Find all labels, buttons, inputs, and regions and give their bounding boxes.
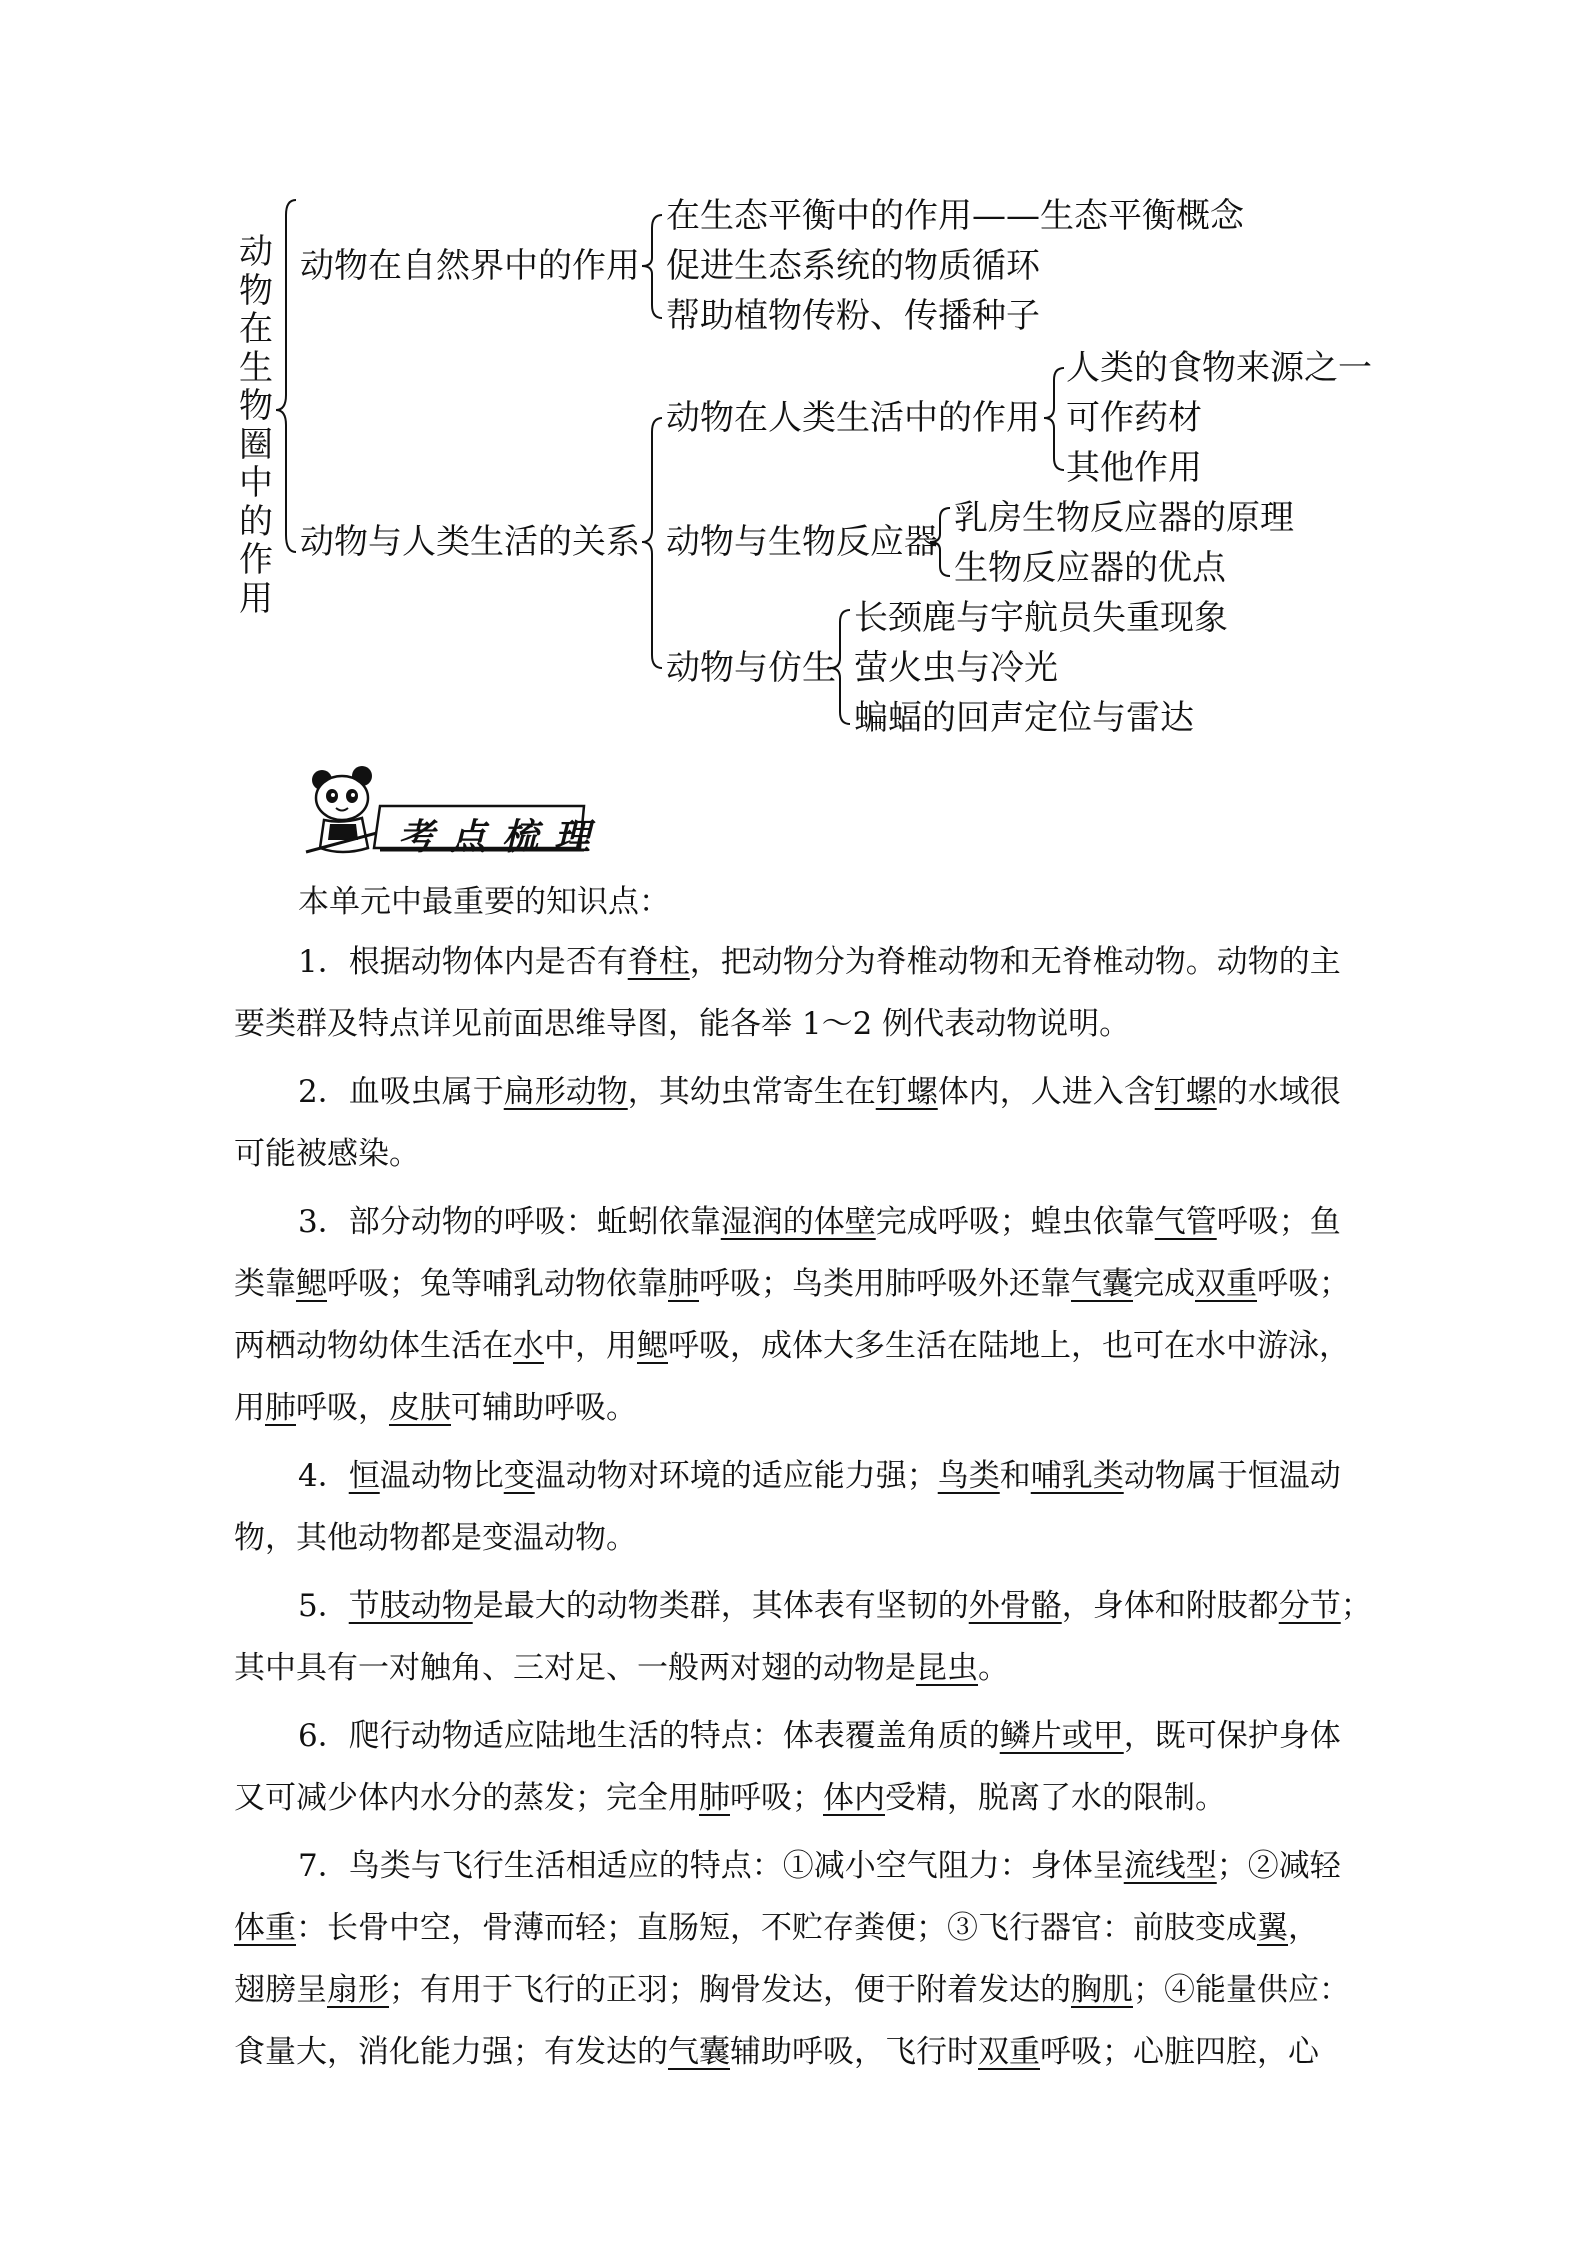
mindmap-root-char: 在 (239, 309, 273, 349)
mindmap-root-char: 物 (239, 386, 273, 426)
sub1-label: 动物在人类生活中的作用 (666, 398, 1040, 438)
p3-line4: 用肺呼吸，皮肤可辅助呼吸。 (234, 1390, 637, 1426)
p3-line1: 3．部分动物的呼吸：蚯蚓依靠湿润的体壁完成呼吸；蝗虫依靠气管呼吸；鱼 (298, 1204, 1341, 1240)
sub1-item: 其他作用 (1066, 448, 1202, 488)
p4-line1: 4．恒温动物比变温动物对环境的适应能力强；鸟类和哺乳类动物属于恒温动 (298, 1458, 1341, 1494)
p7-line1: 7．鸟类与飞行生活相适应的特点：①减小空气阻力：身体呈流线型；②减轻 (298, 1848, 1341, 1884)
sub3-item: 长颈鹿与宇航员失重现象 (854, 598, 1228, 638)
branch1-item: 促进生态系统的物质循环 (666, 246, 1040, 286)
section-header (300, 762, 607, 862)
root-brace (276, 200, 296, 552)
p6-line2: 又可减少体内水分的蒸发；完全用肺呼吸；体内受精，脱离了水的限制。 (234, 1780, 1226, 1816)
sub1-brace (1044, 368, 1064, 470)
sub2-label: 动物与生物反应器 (666, 522, 938, 562)
mindmap-root-char: 物 (239, 270, 273, 311)
branch2-brace (642, 418, 662, 668)
sub3-label: 动物与仿生 (666, 648, 836, 688)
p7-line4: 食量大，消化能力强；有发达的气囊辅助呼吸，飞行时双重呼吸；心脏四腔，心 (234, 2034, 1319, 2070)
mindmap-root-char: 的 (239, 501, 273, 542)
p2-line2: 可能被感染。 (234, 1136, 420, 1172)
p5-line1: 5．节肢动物是最大的动物类群，其体表有坚韧的外骨骼，身体和附肢都分节； (298, 1588, 1372, 1624)
mindmap-root-char: 动 (239, 232, 273, 272)
p4-line2: 物，其他动物都是变温动物。 (234, 1520, 637, 1556)
p2-line1: 2．血吸虫属于扁形动物，其幼虫常寄生在钉螺体内，人进入含钉螺的水域很 (298, 1074, 1341, 1110)
p3-line3: 两栖动物幼体生活在水中，用鳃呼吸，成体大多生活在陆地上，也可在水中游泳， (234, 1328, 1350, 1364)
mindmap-root-char: 圈 (239, 424, 273, 465)
mindmap-root-char: 用 (239, 578, 273, 619)
sub3-item: 蝙蝠的回声定位与雷达 (854, 698, 1194, 738)
branch2-label: 动物与人类生活的关系 (300, 522, 640, 562)
sub1-item: 人类的食物来源之一 (1066, 348, 1372, 388)
p1-line2: 要类群及特点详见前面思维导图，能各举 1～2 例代表动物说明。 (234, 1006, 1131, 1042)
p7-line2: 体重：长骨中空，骨薄而轻；直肠短，不贮存粪便；③飞行器官：前肢变成翼， (234, 1910, 1319, 1946)
p5-line2: 其中具有一对触角、三对足、一般两对翅的动物是昆虫。 (234, 1650, 1009, 1686)
p6-line1: 6．爬行动物适应陆地生活的特点：体表覆盖角质的鳞片或甲，既可保护身体 (298, 1718, 1341, 1754)
branch1-brace (642, 215, 662, 318)
branch1-item: 帮助植物传粉、传播种子 (666, 296, 1040, 336)
mindmap-root-char: 作 (239, 540, 273, 580)
mindmap-root-char: 中 (239, 463, 273, 503)
p3-line2: 类靠鳃呼吸；兔等哺乳动物依靠肺呼吸；鸟类用肺呼吸外还靠气囊完成双重呼吸； (234, 1266, 1350, 1302)
mindmap-root-char: 生 (239, 347, 273, 388)
branch1-label: 动物在自然界中的作用 (300, 246, 640, 286)
sub2-item: 乳房生物反应器的原理 (954, 498, 1294, 538)
branch1-item: 在生态平衡中的作用——生态平衡概念 (666, 196, 1244, 236)
section-title: 考点梳理 (398, 817, 607, 858)
sub3-item: 萤火虫与冷光 (854, 648, 1058, 688)
sub1-item: 可作药材 (1066, 398, 1202, 438)
intro-line: 本单元中最重要的知识点： (298, 884, 670, 920)
sub2-item: 生物反应器的优点 (954, 548, 1226, 588)
p7-line3: 翅膀呈扇形；有用于飞行的正羽；胸骨发达，便于附着发达的胸肌；④能量供应： (234, 1972, 1350, 2008)
p1-line1: 1．根据动物体内是否有脊柱，把动物分为脊椎动物和无脊椎动物。动物的主 (298, 944, 1341, 980)
